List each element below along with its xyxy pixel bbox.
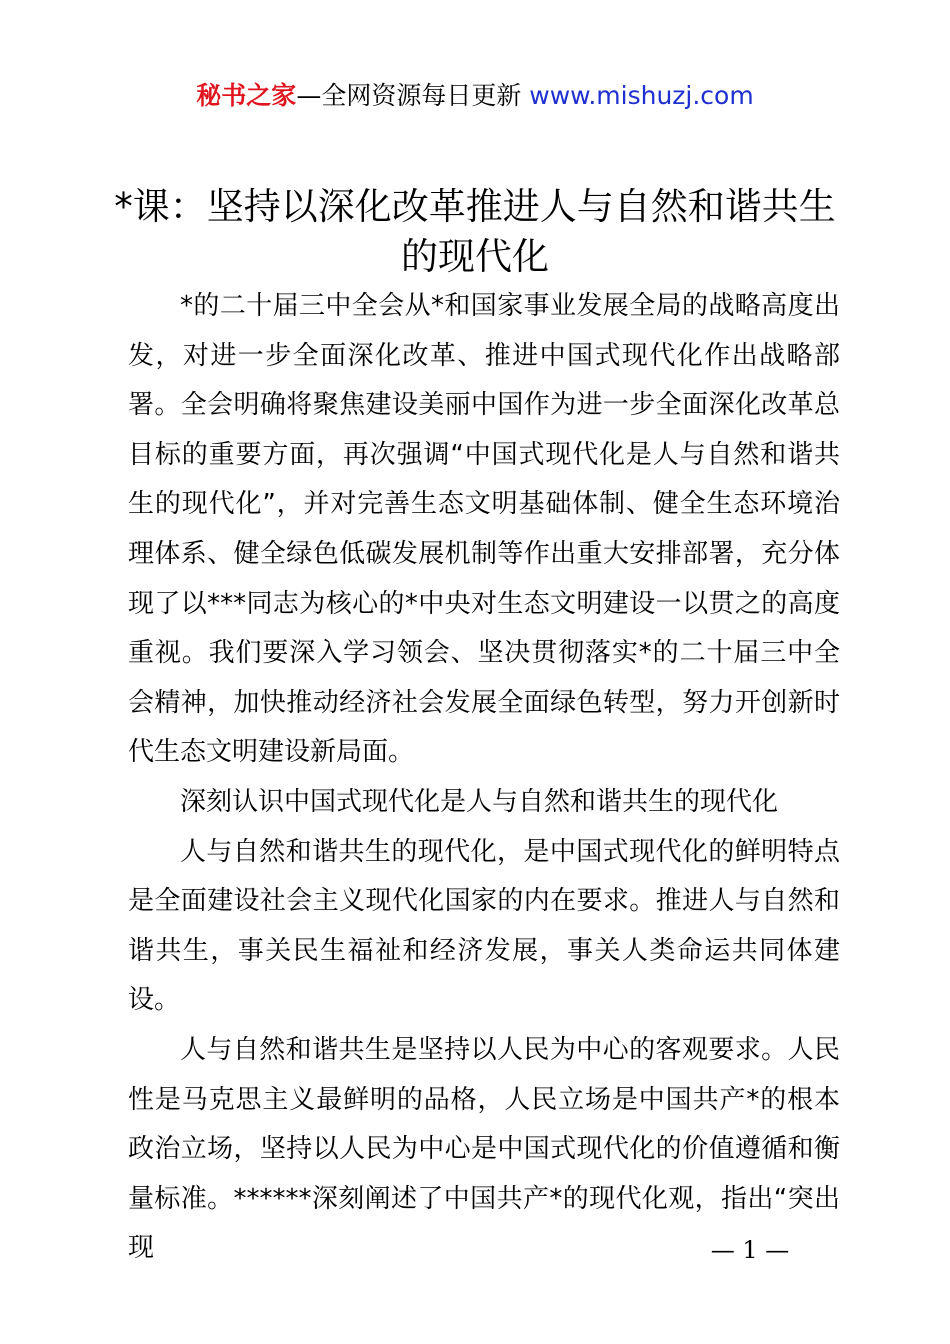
document-body	[128, 282, 840, 1274]
site-header	[0, 78, 950, 114]
site-brand: 秘书之家	[196, 81, 297, 110]
paragraph-3: 人与自然和谐共生是坚持以人民为中心的客观要求。人民性是马克思主义最鲜明的品格，人民立场是中国共产*的根本政治立场，坚持以人民为中心是中国式现代化的价值遵循和衡量标准。******深刻阐述了中国共产*的现代化观，指出“突出现	[128, 1034, 840, 1264]
section-heading: 深刻认识中国式现代化是人与自然和谐共生的现代化	[180, 786, 779, 817]
page-number: — 1 —	[710, 1236, 790, 1264]
paragraph-2: 人与自然和谐共生的现代化，是中国式现代化的鲜明特点是全面建设社会主义现代化国家的内在要求。推进人与自然和谐共生，事关民生福祉和经济发展，事关人类命运共同体建设。	[128, 836, 840, 1016]
site-tagline: —全网资源每日更新	[296, 81, 522, 110]
site-url[interactable]: www.mishuzj.com	[529, 81, 754, 110]
paragraph-intro: *的二十届三中全会从*和国家事业发展全局的战略高度出发，对进一步全面深化改革、推进中国式现代化作出战略部署。全会明确将聚焦建设美丽中国作为进一步全面深化改革总目标的重要方面，再次强调“中国式现代化是人与自然和谐共生的现代化”，并对完善生态文明基础体制、健全生态环境治理体系、健全绿色低碳发展机制等作出重大安排部署，充分体现了以***同志为核心的*中央对生态文明建设一以贯之的高度重视。我们要深入学习领会、坚决贯彻落实*的二十届三中全会精神，加快推动经济社会发展全面绿色转型，努力开创新时代生态文明建设新局面。	[128, 291, 840, 768]
document-title: *课：坚持以深化改革推进人与自然和谐共生的现代化	[114, 185, 836, 278]
